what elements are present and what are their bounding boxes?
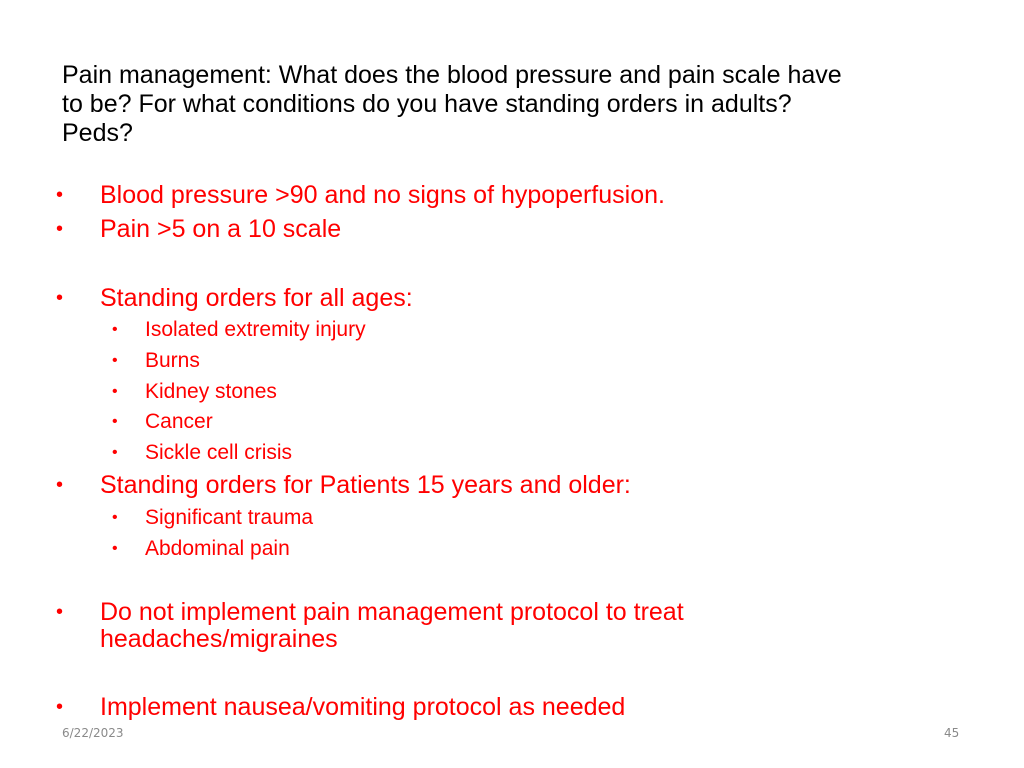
- bullet-dot-icon: •: [112, 413, 118, 430]
- bullet-text: Blood pressure >90 and no signs of hypoperfusion.: [100, 181, 665, 209]
- bullet-dot-icon: •: [112, 509, 118, 526]
- bullet-dot-icon: •: [56, 218, 64, 240]
- bullet-dot-icon: •: [112, 444, 118, 461]
- bullet-dot-icon: •: [112, 352, 118, 369]
- bullet-dot-icon: •: [56, 601, 64, 623]
- bullet-dot-icon: •: [112, 383, 118, 400]
- bullet-dot-icon: •: [56, 474, 64, 496]
- sub-bullet-text: Cancer: [145, 410, 213, 433]
- sub-bullet-all-ages: [112, 380, 945, 404]
- sub-bullet-text: Abdominal pain: [145, 537, 290, 560]
- bullet-headache-exclusion: [56, 598, 960, 653]
- sub-bullet-all-ages: [112, 410, 945, 434]
- sub-bullet-all-ages: [112, 318, 945, 342]
- sub-bullet-15-plus: [112, 506, 945, 530]
- sub-bullet-all-ages: [112, 349, 945, 373]
- bullet-text: Standing orders for Patients 15 years and older:: [100, 471, 631, 499]
- bullet-dot-icon: •: [112, 540, 118, 557]
- sub-bullet-text: Significant trauma: [145, 506, 314, 529]
- bullet-text: Do not implement pain management protocol to treat: [100, 598, 684, 626]
- sub-bullet-all-ages: [112, 441, 945, 465]
- slide-title-line: to be? For what conditions do you have standing orders in adults?: [62, 90, 792, 118]
- bullet-dot-icon: •: [112, 321, 118, 338]
- bullet-pain-scale: [56, 215, 960, 243]
- sub-bullet-text: Isolated extremity injury: [145, 318, 366, 341]
- slide-title-line: Pain management: What does the blood pressure and pain scale have: [62, 61, 842, 89]
- bullet-text: Standing orders for all ages:: [100, 284, 413, 312]
- bullet-text: Implement nausea/vomiting protocol as needed: [100, 693, 626, 721]
- bullet-standing-orders-15-plus: [56, 471, 960, 499]
- sub-bullet-text: Burns: [145, 349, 200, 372]
- bullet-nausea-protocol: [56, 693, 960, 721]
- bullet-text: Pain >5 on a 10 scale: [100, 215, 342, 243]
- sub-bullet-15-plus: [112, 537, 945, 561]
- sub-bullet-text: Sickle cell crisis: [145, 441, 293, 464]
- bullet-standing-orders-all-ages: [56, 284, 960, 312]
- footer-date: 6/22/2023: [62, 726, 124, 740]
- bullet-dot-icon: •: [56, 184, 64, 206]
- sub-bullet-text: Kidney stones: [145, 380, 277, 403]
- bullet-dot-icon: •: [56, 287, 64, 309]
- slide-title-line: Peds?: [62, 119, 133, 147]
- bullet-blood-pressure: [56, 181, 960, 209]
- bullet-text: headaches/migraines: [100, 625, 338, 653]
- bullet-dot-icon: •: [56, 696, 64, 718]
- page-number: 45: [944, 726, 960, 740]
